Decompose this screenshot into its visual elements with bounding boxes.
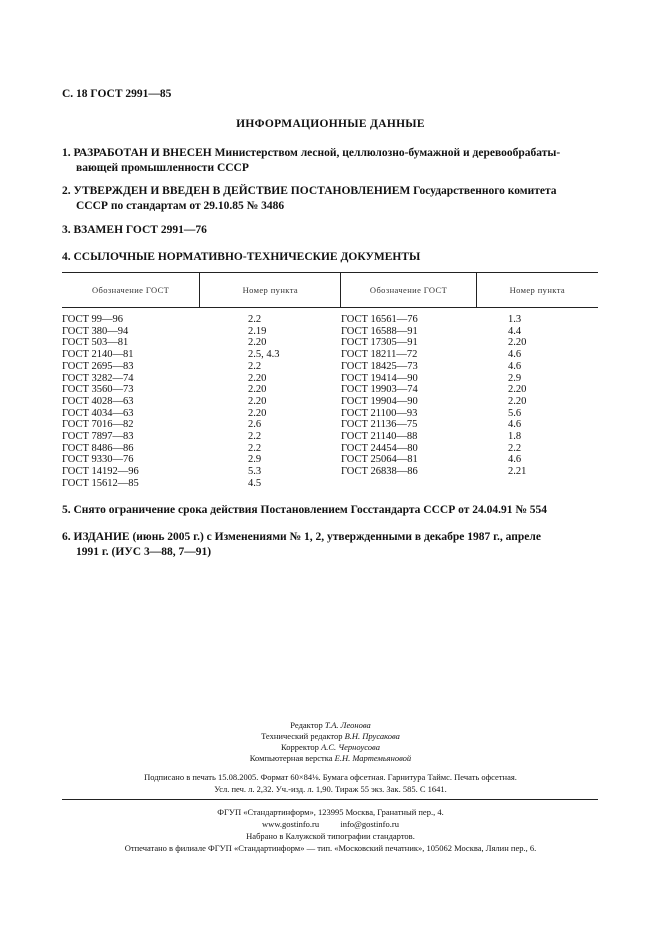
- clause-number-cell: 2.20: [508, 395, 527, 407]
- table-body: [62, 308, 598, 490]
- gost-designation-cell: ГОСТ 3282—74: [62, 372, 134, 384]
- credit-name: В.Н. Прусакова: [344, 731, 400, 741]
- table-header-cell: Номер пункта: [199, 273, 341, 307]
- clause-number-cell: 2.2: [248, 431, 262, 443]
- section-2-line-2: СССР по стандартам от 29.10.85 № 3486: [76, 200, 285, 212]
- gost-designation-cell: ГОСТ 21136—75: [341, 419, 418, 431]
- clause-number-cell: 2.2: [508, 442, 522, 454]
- section-2-line-1: 2. УТВЕРЖДЕН И ВВЕДЕН В ДЕЙСТВИЕ ПОСТАНОВЛЕНИЕМ Государственного комитета: [62, 185, 557, 197]
- clause-number-cell: 4.6: [508, 419, 522, 431]
- section-3: 3. ВЗАМЕН ГОСТ 2991—76: [62, 224, 207, 236]
- gost-designation-cell: ГОСТ 26838—86: [341, 466, 418, 478]
- table-header: [62, 273, 598, 308]
- imprint-line-1: Подписано в печать 15.08.2005. Формат 60×84⅛. Бумага офсетная. Гарнитура Таймс. Печать офсетная.: [144, 772, 517, 782]
- clause-number-cell: 2.9: [248, 454, 262, 466]
- clause-number-cell: 2.5, 4.3: [248, 349, 280, 361]
- gost-designation-cell: ГОСТ 9330—76: [62, 454, 134, 466]
- clause-number-cell: 4.6: [508, 454, 522, 466]
- clause-number-cell: 2.20: [248, 407, 267, 419]
- clause-number-cell: 2.2: [248, 360, 262, 372]
- gost-designation-cell: ГОСТ 21100—93: [341, 407, 418, 419]
- section-1-line-1: 1. РАЗРАБОТАН И ВНЕСЕН Министерством лесной, целлюлозно-бумажной и деревообрабаты-: [62, 147, 561, 159]
- gost-designation-cell: ГОСТ 21140—88: [341, 431, 418, 443]
- publisher-line-4: Отпечатано в филиале ФГУП «Стандартинформ» — тип. «Московский печатник», 105062 Москва, Лялин пер., 6.: [124, 843, 537, 853]
- clause-number-cell: 2.9: [508, 372, 522, 384]
- section-2: [62, 184, 602, 214]
- section-1: [62, 146, 602, 176]
- gost-designation-cell: ГОСТ 18211—72: [341, 349, 418, 361]
- clause-number-cell: 2.2: [248, 314, 262, 325]
- clause-number-cell: 1.3: [508, 314, 522, 325]
- gost-designation-cell: ГОСТ 8486—86: [62, 442, 134, 454]
- publisher-line-3: Набрано в Калужской типографии стандартов.: [246, 831, 415, 841]
- gost-designation-cell: ГОСТ 2140—81: [62, 349, 134, 361]
- clause-number-cell: 2.20: [248, 395, 267, 407]
- clause-number-cell: 2.6: [248, 419, 262, 431]
- gost-designation-cell: ГОСТ 2695—83: [62, 360, 134, 372]
- table-header-cell: Обозначение ГОСТ: [91, 285, 170, 295]
- section-1-line-2: вающей промышленности СССР: [76, 162, 249, 174]
- section-6-line-2: 1991 г. (ИУС 3—88, 7—91): [76, 546, 212, 558]
- credit-name: Е.Н. Мартемьяновой: [334, 753, 412, 763]
- clause-number-cell: 4.5: [248, 477, 262, 489]
- gost-designation-cell: ГОСТ 380—94: [62, 325, 129, 337]
- credit-role: Технический редактор: [261, 731, 345, 741]
- clause-number-cell: 5.6: [508, 407, 522, 419]
- gost-designation-cell: ГОСТ 7897—83: [62, 431, 134, 443]
- gost-designation-cell: ГОСТ 3560—73: [62, 384, 134, 396]
- clause-number-cell: 2.19: [248, 325, 267, 337]
- gost-designation-cell: ГОСТ 25064—81: [341, 454, 418, 466]
- credit-role: Корректор: [281, 742, 322, 752]
- gost-designation-cell: ГОСТ 16561—76: [341, 314, 418, 325]
- divider: [62, 799, 598, 800]
- clause-number-cell: 4.6: [508, 360, 522, 372]
- gost-designation-cell: ГОСТ 19903—74: [341, 384, 418, 396]
- gost-designation-cell: ГОСТ 4034—63: [62, 407, 134, 419]
- credit-name: А.С. Черноусова: [321, 742, 380, 752]
- clause-number-cell: 2.21: [508, 466, 527, 478]
- gost-designation-cell: ГОСТ 99—96: [62, 314, 124, 325]
- section-6-line-1: 6. ИЗДАНИЕ (июнь 2005 г.) с Изменениями № 1, 2, утвержденными в декабре 1987 г., апреле: [62, 531, 541, 543]
- section-6: [62, 530, 602, 560]
- gost-designation-cell: ГОСТ 4028—63: [62, 395, 134, 407]
- credit-role: Редактор: [290, 720, 325, 730]
- gost-designation-cell: ГОСТ 7016—82: [62, 419, 134, 431]
- credit-line: [0, 720, 661, 731]
- publisher-line-2: www.gostinfo.ru info@gostinfo.ru: [262, 819, 399, 829]
- page-title: ИНФОРМАЦИОННЫЕ ДАННЫЕ: [236, 118, 425, 130]
- gost-designation-cell: ГОСТ 15612—85: [62, 477, 139, 489]
- reference-table: [62, 272, 598, 490]
- credit-role: Компьютерная верстка: [249, 753, 335, 763]
- publisher-info: [0, 806, 661, 854]
- credit-line: [0, 742, 661, 753]
- table-header-cell: Обозначение ГОСТ: [341, 273, 476, 307]
- credit-name: Т.А. Леонова: [324, 720, 371, 730]
- clause-number-cell: 2.20: [248, 384, 267, 396]
- table-header-cell: Номер пункта: [509, 285, 566, 295]
- gost-designation-cell: ГОСТ 19414—90: [341, 372, 418, 384]
- section-5: 5. Снято ограничение срока действия Постановлением Госстандарта СССР от 24.04.91 № 554: [62, 504, 548, 516]
- gost-designation-cell: ГОСТ 16588—91: [341, 325, 418, 337]
- credit-line: [0, 731, 661, 742]
- imprint-line-2: Усл. печ. л. 2,32. Уч.-изд. л. 1,90. Тираж 55 экз. Зак. 585. С 1641.: [214, 784, 447, 794]
- credits: [0, 720, 661, 764]
- clause-number-cell: 2.20: [508, 337, 527, 349]
- publisher-line-1: ФГУП «Стандартинформ», 123995 Москва, Гранатный пер., 4.: [217, 807, 444, 817]
- gost-designation-cell: ГОСТ 14192—96: [62, 466, 139, 478]
- gost-designation-cell: ГОСТ 503—81: [62, 337, 129, 349]
- gost-designation-cell: ГОСТ 24454—80: [341, 442, 418, 454]
- clause-number-cell: 2.20: [508, 384, 527, 396]
- clause-number-cell: 2.2: [248, 442, 262, 454]
- section-4: 4. ССЫЛОЧНЫЕ НОРМАТИВНО-ТЕХНИЧЕСКИЕ ДОКУМЕНТЫ: [62, 251, 421, 263]
- gost-designation-cell: ГОСТ 17305—91: [341, 337, 418, 349]
- clause-number-cell: 2.20: [248, 337, 267, 349]
- credit-line: [0, 753, 661, 764]
- clause-number-cell: 4.6: [508, 349, 522, 361]
- clause-number-cell: 1.8: [508, 431, 522, 443]
- page-header: С. 18 ГОСТ 2991—85: [62, 88, 172, 100]
- gost-designation-cell: ГОСТ 19904—90: [341, 395, 418, 407]
- clause-number-cell: 5.3: [248, 466, 262, 478]
- print-imprint: [0, 771, 661, 795]
- gost-designation-cell: ГОСТ 18425—73: [341, 360, 418, 372]
- clause-number-cell: 2.20: [248, 372, 267, 384]
- clause-number-cell: 4.4: [508, 325, 522, 337]
